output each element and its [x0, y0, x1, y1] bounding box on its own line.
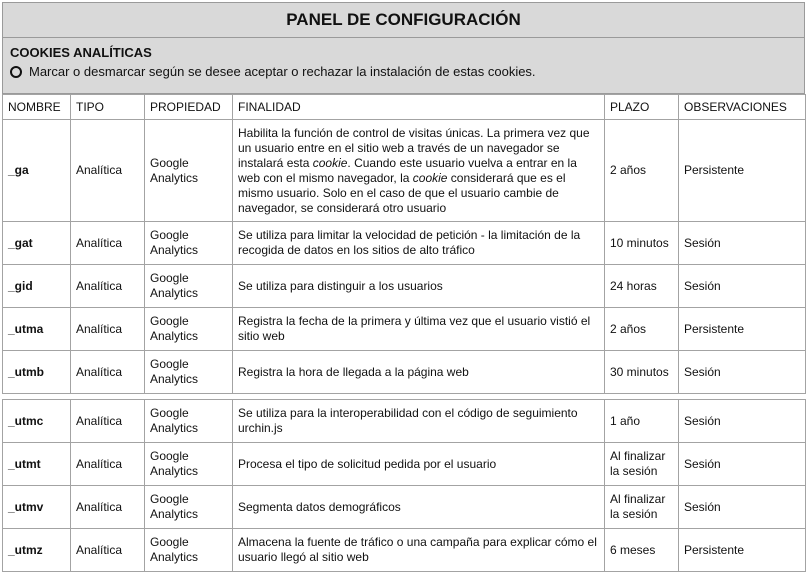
cookie-term: 6 meses	[605, 529, 679, 572]
cookie-property: Google Analytics	[145, 400, 233, 443]
cookie-notes: Persistente	[679, 308, 806, 351]
cookie-type: Analítica	[71, 486, 145, 529]
radio-toggle-icon[interactable]	[10, 66, 22, 78]
cookie-term: Al finalizar la sesión	[605, 443, 679, 486]
cookie-purpose: Procesa el tipo de solicitud pedida por el usuario	[233, 443, 605, 486]
purpose-part-italic: cookie	[412, 170, 448, 185]
cookie-type: Analítica	[71, 265, 145, 308]
cookie-property: Google Analytics	[145, 222, 233, 265]
cookie-term: 24 horas	[605, 265, 679, 308]
cookie-property: Google Analytics	[145, 529, 233, 572]
purpose-part: considerará que es el mismo usuario. Solo en el caso de que el usuario cambie de navegador, se considerará otro usuario	[238, 170, 566, 215]
panel-title: PANEL DE CONFIGURACIÓN	[2, 2, 805, 38]
cookie-notes: Sesión	[679, 351, 806, 394]
cookie-type: Analítica	[71, 120, 145, 222]
cookie-property: Google Analytics	[145, 443, 233, 486]
cookie-property: Google Analytics	[145, 120, 233, 222]
table-row	[3, 529, 806, 572]
table-row	[3, 265, 806, 308]
cookie-name: _utmt	[3, 443, 71, 486]
section-toggle-row[interactable]	[10, 64, 797, 79]
cookie-name: _utmb	[3, 351, 71, 394]
cookie-name: _ga	[3, 120, 71, 222]
cookie-notes: Sesión	[679, 400, 806, 443]
purpose-part: Habilita la función de control de visitas únicas. La primera vez que un usuario entre en el sitio web a través de un navegador se instalará esta	[238, 125, 590, 170]
cookie-notes: Sesión	[679, 486, 806, 529]
section-title: COOKIES ANALÍTICAS	[10, 45, 152, 60]
table-row	[3, 308, 806, 351]
cookie-notes: Persistente	[679, 120, 806, 222]
table-row	[3, 443, 806, 486]
cookie-name: _utmz	[3, 529, 71, 572]
cookie-purpose	[233, 120, 605, 222]
table-header-row	[3, 95, 806, 120]
cookie-name: _utma	[3, 308, 71, 351]
cookie-term: 2 años	[605, 120, 679, 222]
cookie-term: Al finalizar la sesión	[605, 486, 679, 529]
cookie-type: Analítica	[71, 308, 145, 351]
cookie-purpose: Se utiliza para distinguir a los usuarios	[233, 265, 605, 308]
cookie-purpose: Se utiliza para la interoperabilidad con el código de seguimiento urchin.js	[233, 400, 605, 443]
cookie-type: Analítica	[71, 351, 145, 394]
cookie-property: Google Analytics	[145, 351, 233, 394]
header-plazo: PLAZO	[605, 95, 679, 120]
table-row	[3, 486, 806, 529]
table-row	[3, 120, 806, 222]
cookie-name: _utmc	[3, 400, 71, 443]
cookie-purpose: Almacena la fuente de tráfico o una campaña para explicar cómo el usuario llegó al sitio web	[233, 529, 605, 572]
purpose-part: . Cuando este usuario vuelva a entrar en la web con el mismo navegador, la	[238, 155, 577, 185]
cookies-table	[2, 94, 806, 572]
purpose-part-italic: cookie	[312, 155, 348, 170]
cookie-purpose: Registra la fecha de la primera y última vez que el usuario vistió el sitio web	[233, 308, 605, 351]
header-observaciones: OBSERVACIONES	[679, 95, 806, 120]
cookie-notes: Sesión	[679, 265, 806, 308]
cookie-property: Google Analytics	[145, 486, 233, 529]
cookie-purpose: Registra la hora de llegada a la página web	[233, 351, 605, 394]
cookie-type: Analítica	[71, 222, 145, 265]
cookie-notes: Persistente	[679, 529, 806, 572]
cookie-name: _utmv	[3, 486, 71, 529]
configuration-panel	[2, 2, 805, 572]
cookie-purpose: Segmenta datos demográficos	[233, 486, 605, 529]
header-tipo: TIPO	[71, 95, 145, 120]
cookie-purpose: Se utiliza para limitar la velocidad de petición - la limitación de la recogida de datos en los sitios de alto tráfico	[233, 222, 605, 265]
cookie-notes: Sesión	[679, 222, 806, 265]
cookie-type: Analítica	[71, 400, 145, 443]
table-row	[3, 351, 806, 394]
cookie-notes: Sesión	[679, 443, 806, 486]
table-row	[3, 222, 806, 265]
cookie-term: 10 minutos	[605, 222, 679, 265]
header-finalidad: FINALIDAD	[233, 95, 605, 120]
header-propiedad: PROPIEDAD	[145, 95, 233, 120]
cookie-type: Analítica	[71, 529, 145, 572]
cookie-property: Google Analytics	[145, 308, 233, 351]
cookie-name: _gid	[3, 265, 71, 308]
cookie-term: 30 minutos	[605, 351, 679, 394]
table-row	[3, 400, 806, 443]
cookie-term: 2 años	[605, 308, 679, 351]
cookie-type: Analítica	[71, 443, 145, 486]
analytics-cookies-section	[2, 38, 805, 94]
cookie-name: _gat	[3, 222, 71, 265]
cookie-term: 1 año	[605, 400, 679, 443]
section-description: Marcar o desmarcar según se desee aceptar o rechazar la instalación de estas cookies.	[29, 64, 536, 79]
cookie-property: Google Analytics	[145, 265, 233, 308]
header-nombre: NOMBRE	[3, 95, 71, 120]
